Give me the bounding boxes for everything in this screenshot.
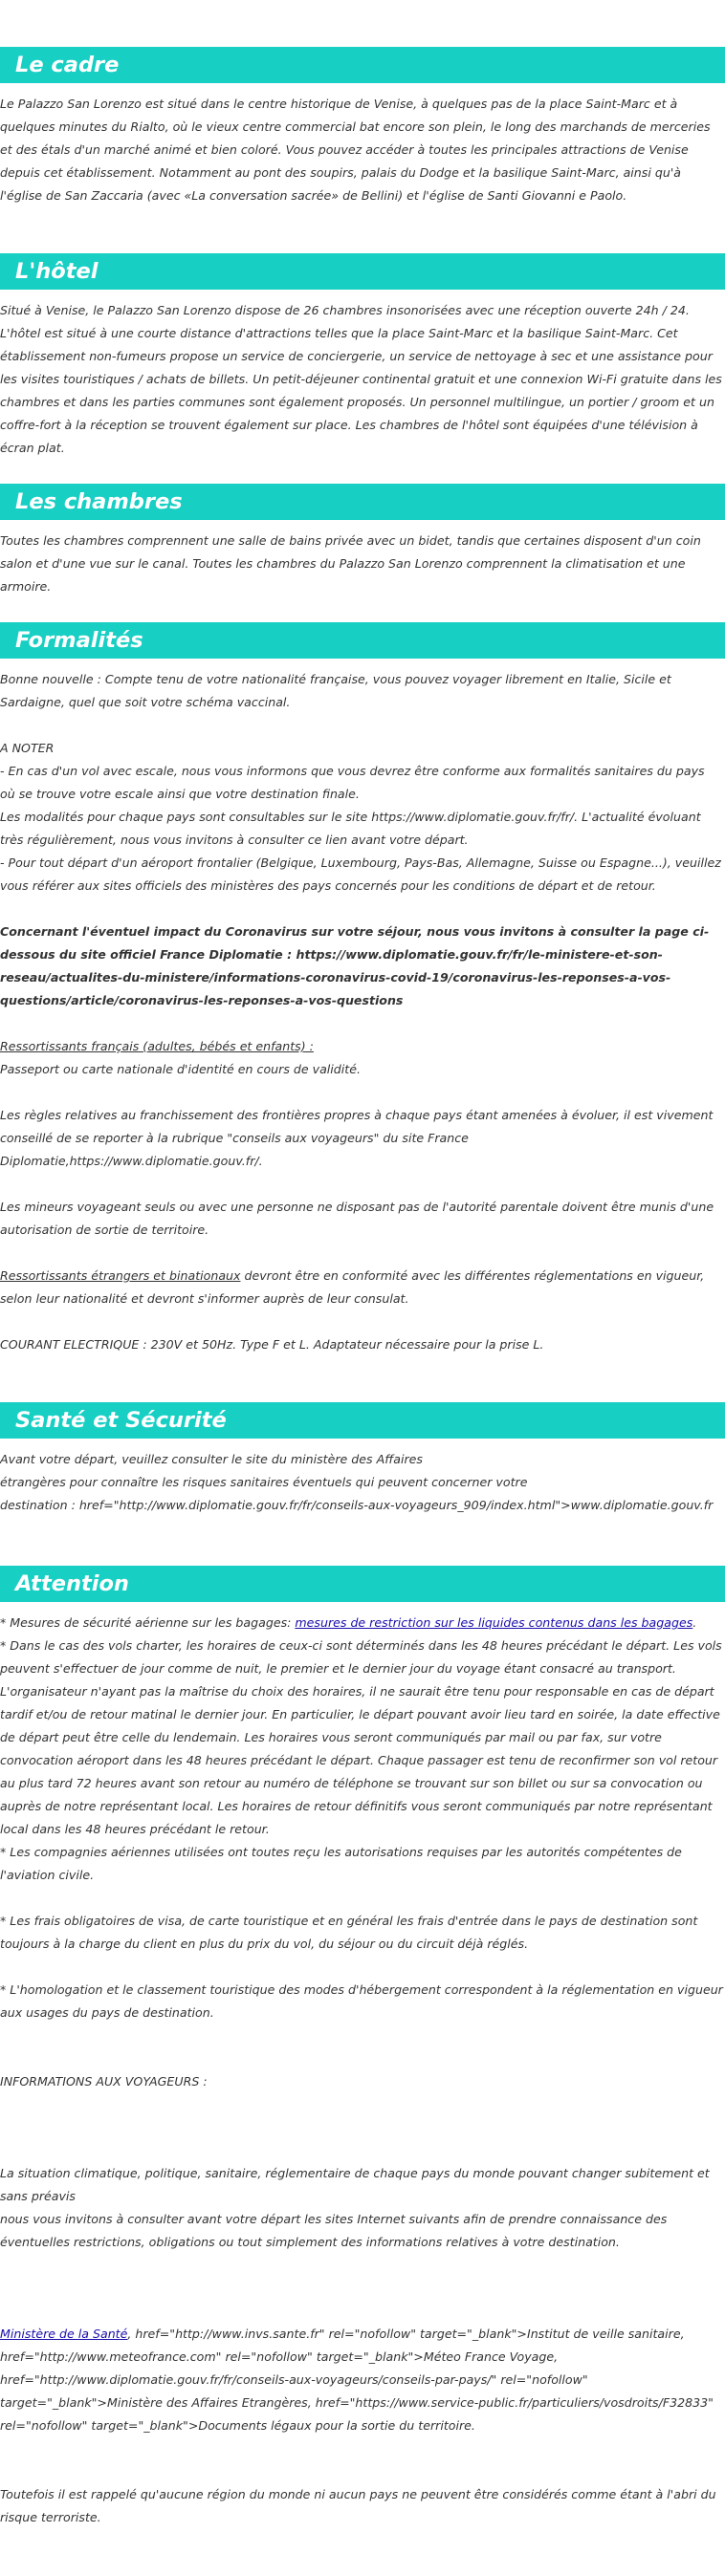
section-body-chambres: [0, 530, 725, 598]
section-body-hotel: [0, 299, 725, 460]
section-title-attention: Attention: [0, 1566, 725, 1602]
attention-invitation: nous vous invitons à consulter avant votre départ les sites Internet suivants afin de prendre connaissance des éventuelles restrictions, obligations ou tout simplement des informations relatives à votre destination.: [0, 2212, 668, 2249]
liquides-restriction-link[interactable]: mesures de restriction sur les liquides contenus dans les bagages: [295, 1615, 693, 1630]
section-cadre: [0, 47, 725, 207]
formalites-escale: - En cas d'un vol avec escale, nous vous informons que vous devrez être conforme aux formalités sanitaires du pays où se trouve votre escale ainsi que votre destination finale.: [0, 764, 705, 801]
sante-line-3: destination : href="http://www.diplomatie.gouv.fr/fr/conseils-aux-voyageurs_909/index.html">www.diplomatie.gouv.fr: [0, 1498, 714, 1512]
sante-line-1: Avant votre départ, veuillez consulter le site du ministère des Affaires: [0, 1452, 423, 1466]
attention-terroriste: Toutefois il est rappelé qu'aucune région du monde ni aucun pays ne peuvent être considérés comme étant à l'abri du risque terroriste.: [0, 2487, 716, 2524]
section-formalites: [0, 622, 725, 1356]
section-attention: [0, 1566, 725, 2529]
attention-infos-voyageurs: INFORMATIONS AUX VOYAGEURS :: [0, 2074, 208, 2089]
attention-mesures-prefix: * Mesures de sécurité aérienne sur les bagages:: [0, 1615, 296, 1630]
section-title-chambres: Les chambres: [0, 484, 725, 520]
formalites-etrangers-text: devront être en conformité avec les différentes réglementations en vigueur, selon leur nationalité et devront s'informer auprès de leur consulat.: [0, 1268, 705, 1306]
formalites-mineurs: Les mineurs voyageant seuls ou avec une personne ne disposant pas de l'autorité parentale doivent être munis d'une autorisation de sortie de territoire.: [0, 1200, 714, 1237]
attention-ministere-text: , href="http://www.invs.sante.fr" rel="nofollow" target="_blank">Institut de veille sanitaire, href="http://www.meteofrance.com" rel="nofollow" target="_blank">Méteo France Voyage, href="http://www.diplomatie.gouv.fr/fr/conseils-aux-voyageurs/conseils-par-pays/" rel="nofollow" target="_blank">Ministère des Affaires Etrangères, href="https://www.service-public.fr/particuliers/vosdroits/F32833" rel="nofollow" target="_blank">Documents légaux pour la sortie du territoire.: [0, 2327, 714, 2433]
formalites-frontalier: - Pour tout départ d'un aéroport frontalier (Belgique, Luxembourg, Pays-Bas, Allemagne, Suisse ou Espagne...), veuillez vous référer aux sites officiels des ministères des pays concernés pour les conditions de départ et de retour.: [0, 855, 721, 893]
section-title-hotel: L'hôtel: [0, 253, 725, 290]
attention-frais: * Les frais obligatoires de visa, de carte touristique et en général les frais d'entrée dans le pays de destination sont toujours à la charge du client en plus du prix du vol, du séjour ou du circuit déjà réglés.: [0, 1914, 698, 1951]
attention-situation: La situation climatique, politique, sanitaire, réglementaire de chaque pays du monde pouvant changer subitement et sans préavis: [0, 2166, 710, 2203]
section-chambres: [0, 484, 725, 598]
sante-line-2: étrangères pour connaître les risques sanitaires éventuels qui peuvent concerner votre: [0, 1475, 528, 1489]
formalites-bonne-nouvelle: Bonne nouvelle : Compte tenu de votre nationalité française, vous pouvez voyager librement en Italie, Sicile et Sardaigne, quel que soit votre schéma vaccinal.: [0, 672, 671, 709]
section-title-cadre: Le cadre: [0, 47, 725, 83]
formalites-ressortissants-francais: Ressortissants français (adultes, bébés et enfants) :: [0, 1039, 314, 1053]
attention-mesures-suffix: .: [692, 1615, 697, 1630]
formalites-passeport: Passeport ou carte nationale d'identité en cours de validité.: [0, 1062, 361, 1076]
section-body-attention: [0, 1612, 725, 2529]
ministere-sante-link[interactable]: Ministère de la Santé: [0, 2327, 128, 2341]
cadre-text: Le Palazzo San Lorenzo est situé dans le centre historique de Venise, à quelques pas de la place Saint-Marc et à quelques minutes du Rialto, où le vieux centre commercial bat encore son plein, le long des marchands de merceries et des étals d'un marché animé et bien coloré. Vous pouvez accéder à toutes les principales attractions de Venise depuis cet établissement. Notamment au pont des soupirs, palais du Dodge et la basilique Saint-Marc, ainsi qu'à l'église de San Zaccaria (avec «La conversation sacrée» de Bellini) et l'église de Santi Giovanni e Paolo.: [0, 97, 711, 203]
formalites-coronavirus-text: Concernant l'éventuel impact du Coronavirus sur votre séjour, nous vous invitons à consulter la page ci-dessous du site officiel France Diplomatie :: [0, 924, 710, 962]
hotel-text: Situé à Venise, le Palazzo San Lorenzo dispose de 26 chambres insonorisées avec une réception ouverte 24h / 24. L'hôtel est situé à une courte distance d'attractions telles que la place Saint-Marc et la basilique Saint-Marc. Cet établissement non-fumeurs propose un service de conciergerie, un service de nettoyage à sec et une assistance pour les visites touristiques / achats de billets. Un petit-déjeuner continental gratuit et une connexion Wi-Fi gratuite dans les chambres et dans les parties communes sont également proposés. Un personnel multilingue, un portier / groom et un coffre-fort à la réception se trouvent également sur place. Les chambres de l'hôtel sont équipées d'une télévision à écran plat.: [0, 303, 722, 455]
formalites-courant: COURANT ELECTRIQUE : 230V et 50Hz. Type F et L. Adaptateur nécessaire pour la prise L.: [0, 1337, 544, 1352]
attention-mesures: [0, 1612, 723, 1634]
section-sante: [0, 1402, 725, 1517]
attention-ministere: [0, 2323, 723, 2437]
section-title-sante: Santé et Sécurité: [0, 1402, 725, 1439]
formalites-a-noter: A NOTER: [0, 741, 55, 755]
formalites-coronavirus-url: https://www.diplomatie.gouv.fr/fr/le-ministere-et-son-reseau/actualites-du-ministere/informations-coronavirus-covid-19/coronavirus-les-reponses-a-vos-questions/article/coronavirus-les-reponses-a-vos-questions: [0, 947, 671, 1007]
section-title-formalites: Formalités: [0, 622, 725, 659]
chambres-text: Toutes les chambres comprennent une salle de bains privée avec un bidet, tandis que certaines disposent d'un coin salon et d'une vue sur le canal. Toutes les chambres du Palazzo San Lorenzo comprennent la climatisation et une armoire.: [0, 533, 701, 594]
attention-homologation: * L'homologation et le classement touristique des modes d'hébergement correspondent à la réglementation en vigueur aux usages du pays de destination.: [0, 1982, 723, 2020]
section-body-sante: [0, 1448, 725, 1517]
attention-compagnies: * Les compagnies aériennes utilisées ont toutes reçu les autorisations requises par les autorités compétentes de l'aviation civile.: [0, 1845, 682, 1882]
formalites-etrangers-label: Ressortissants étrangers et binationaux: [0, 1268, 241, 1283]
section-body-cadre: [0, 93, 725, 207]
attention-charter: * Dans le cas des vols charter, les horaires de ceux-ci sont déterminés dans les 48 heures précédant le départ. Les vols peuvent s'effectuer de jour comme de nuit, le premier et le dernier jour du voyage étant consacré au transport. L'organisateur n'ayant pas la maîtrise du choix des horaires, il ne saurait être tenu pour responsable en cas de départ tardif et/ou de retour matinal le dernier jour. En particulier, le départ pouvant avoir lieu tard en soirée, la date effective de départ peut être celle du lendemain. Les horaires vous seront communiqués par mail ou par fax, sur votre convocation aéroport dans les 48 heures précédant le départ. Chaque passager est tenu de reconfirmer son vol retour au plus tard 72 heures avant son retour au numéro de téléphone se trouvant sur son billet ou sur sa convocation ou auprès de notre représentant local. Les horaires de retour définitifs vous seront communiqués par notre représentant local dans les 48 heures précédant le retour.: [0, 1638, 722, 1836]
formalites-modalites: Les modalités pour chaque pays sont consultables sur le site https://www.diplomatie.gouv.fr/fr/. L'actualité évoluant très régulièrement, nous vous invitons à consulter ce lien avant votre départ.: [0, 810, 701, 847]
formalites-coronavirus: [0, 920, 723, 1012]
formalites-regles: Les règles relatives au franchissement des frontières propres à chaque pays étant amenées à évoluer, il est vivement conseillé de se reporter à la rubrique "conseils aux voyageurs" du site France Diplomatie,https://www.diplomatie.gouv.fr/.: [0, 1108, 714, 1168]
formalites-etrangers: [0, 1265, 723, 1310]
section-body-formalites: [0, 668, 725, 1356]
section-hotel: [0, 253, 725, 460]
